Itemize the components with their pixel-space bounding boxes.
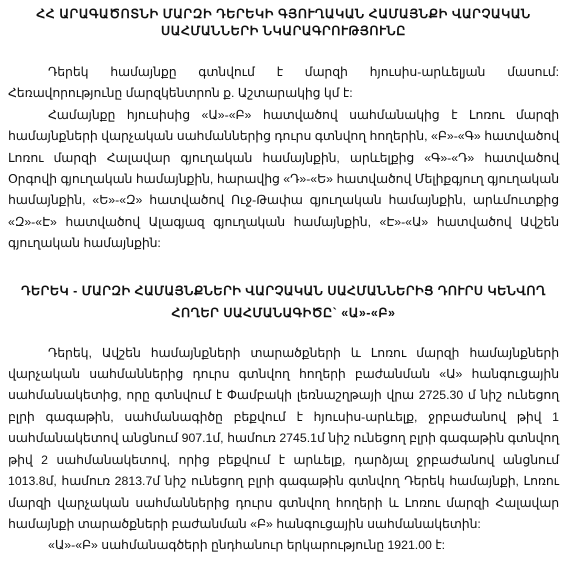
paragraph-location: Դերեկ համայնքը գտնվում է մարզի հյուսիս-արևելյան մասում: Հեռավորությունը մարզկենտրոն ք. Աշտարակից կմ է: [8, 65, 559, 101]
section-title-line-2: ՀՈՂԵՐ ՍԱՀՄԱՆԱԳԻԾԸ` «Ա»-«Բ» [171, 305, 396, 320]
section-title [8, 280, 559, 324]
document-title [8, 6, 559, 40]
paragraph-total-length: «Ա»-«Բ» սահմանագծերի ընդհանուր երկարությունը 1921.00 է: [48, 538, 446, 553]
section-title-line-1: ԴԵՐԵԿ - ՄԱՐԶԻ ՀԱՄԱՅՆՔՆԵՐԻ ՎԱՐՉԱԿԱՆ ՍԱՀՄԱՆՆԵՐԻՑ ԴՈՒՐՍ ԿԵՆՎՈՂ [21, 283, 546, 298]
spacer [8, 40, 559, 62]
spacer [8, 255, 559, 280]
spacer [8, 324, 559, 343]
paragraph-boundary-description: Դերեկ, Ավշեն համայնքների տարածքների և Լոռու մարզի համայնքների վարչական սահմաններից դուրս գտնվող հողերի բաժանման «Ա» հանգուցային սահմանակետից, որը գտնվում է Փամբակի լեռնաշղթայի վրա 2725.30 մ նիշ ունեցող բլրի գագաթին, սահմանագիծը բեքվում է հյուսիս-արևելք, ջրբաժանով թիվ 1 սահմանակետով անցնում 907.1մ, համուռ 2745.1մ նիշ ունեցող բլրի գագաթին գտնվող թիվ 2 սահմանակետով, որից բեքվում է արևելք, դարձյալ ջրբաժանով անցնում 1013.8մ, համուռ 2813.7մ նիշ ունեցող բլրի գագաթին գտնվող Դերեկ համայնքի, Լոռու մարզի վարչական սահմաններից դուրս գտնվող հողերի և Լոռու մարզի Հալավար համայնքի տարածքների բաժանման «Բ» հանգուցային սահմանակետին: [8, 345, 559, 531]
paragraph-borders: Համայնքը հյուսիսից «Ա»-«Բ» հատվածով սահմանակից է Լոռու մարզի համայնքների վարչական սահմաններից դուրս գտնվող հողերին, «Բ»-«Գ» հատվածով Լոռու մարզի Հալավար գյուղական համայնքին, արևելքից «Գ»-«Դ» հատվածով Օրգովի գյուղական համայնքին, հարավից «Դ»-«Ե» հատվածով Մելիքգյուղ գյուղական համայնքին, «Ե»-«Զ» հատվածով Ուջ-Թափա գյուղական համայնքին, արևմուտքից «Զ»-«Է» հատվածով Ալագյազ գյուղական համայնքին, «Է»-«Ա» հատվածով Ավշեն գյուղական համայնքին: [8, 107, 559, 251]
title-line-2: ՍԱՀՄԱՆՆԵՐԻ ՆԿԱՐԱԳՐՈՒԹՅՈՒՆԸ [161, 24, 406, 38]
title-line-1: ՀՀ ԱՐԱԳԱԾՈՏՆԻ ՄԱՐԶԻ ԴԵՐԵԿԻ ԳՅՈՒՂԱԿԱՆ ՀԱՄԱՅՆՔԻ ՎԱՐՉԱԿԱՆ [36, 7, 531, 21]
